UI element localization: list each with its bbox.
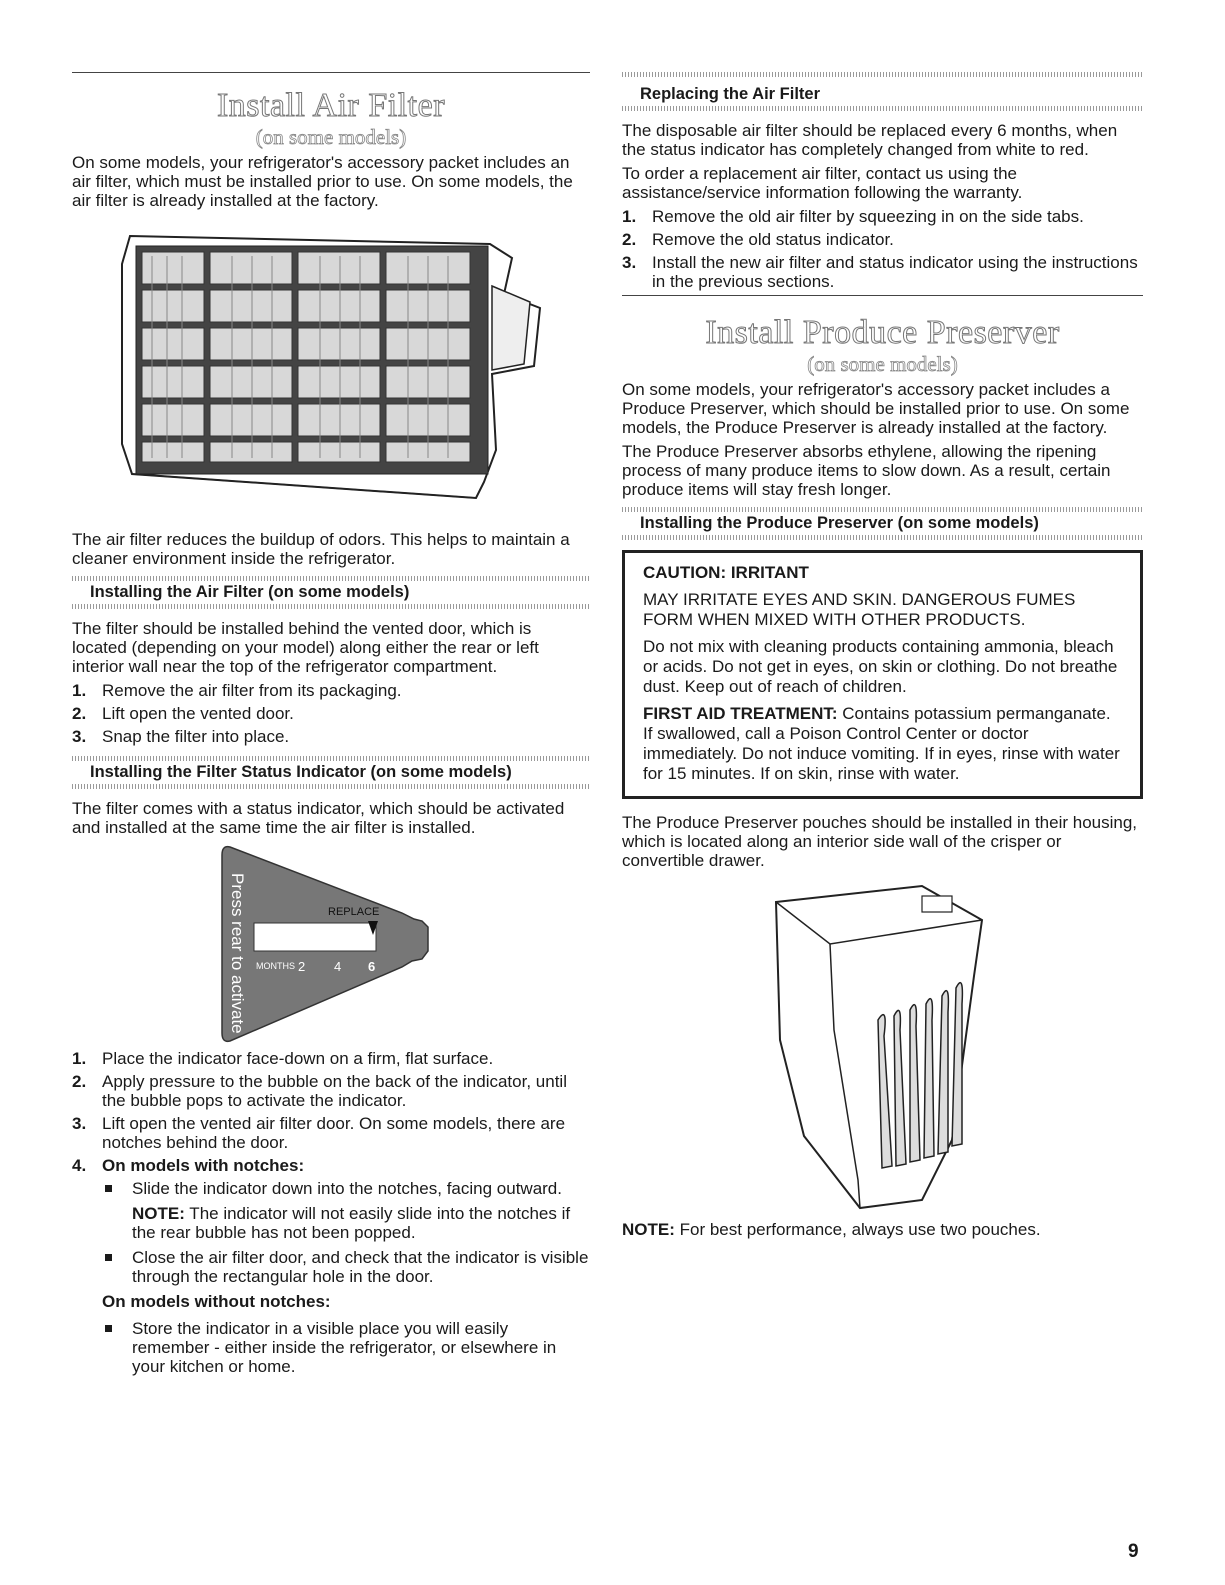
section-rule: [622, 295, 1143, 296]
intro-paragraph: On some models, your refrigerator's accessory packet includes an air filter, which must be installed prior to use. On some models, the air filter is already installed at the factory.: [72, 153, 573, 210]
list-item: 3. Install the new air filter and status indicator using the instructions in the previous sections.: [622, 253, 1138, 291]
month-2: 2: [298, 959, 306, 974]
produce-note: NOTE: For best performance, always use two pouches.: [622, 1220, 1041, 1239]
notches-note: NOTE: The indicator will not easily slide into the notches if the rear bubble has not been popped.: [132, 1204, 571, 1242]
caution-box: [622, 550, 1143, 799]
without-notches-list: [72, 1319, 590, 1376]
air-filter-illustration: [72, 224, 590, 516]
replacing-text-2: To order a replacement air filter, contact us using the assistance/service information following the warranty.: [622, 164, 1023, 202]
produce-text-1: On some models, your refrigerator's accessory packet includes a Produce Preserver, which should be installed prior to use. On some models, the Produce Preserver is already installed at the factory.: [622, 380, 1130, 437]
produce-subtitle: (on some models): [807, 352, 958, 376]
replace-label: REPLACE: [328, 906, 380, 918]
list-item: 4. On models with notches:: [72, 1156, 305, 1175]
right-column: [622, 0, 1143, 1244]
caution-warning: MAY IRRITATE EYES AND SKIN. DANGEROUS FUMES FORM WHEN MIXED WITH OTHER PRODUCTS.: [643, 590, 1076, 629]
status-indicator-illustration: [72, 843, 590, 1043]
replacing-steps: [622, 207, 1143, 291]
divider: [622, 535, 1143, 540]
status-indicator-heading: Installing the Filter Status Indicator (on some models): [90, 763, 512, 781]
list-item: 2. Apply pressure to the bubble on the back of the indicator, until the bubble pops to activate the indicator.: [72, 1072, 567, 1110]
first-aid: FIRST AID TREATMENT: Contains potassium permanganate. If swallowed, call a Poison Control Center or doctor immediately. Do not induce vomiting. If in eyes, rinse with water for 15 minutes. If on skin, rinse with water.: [643, 704, 1120, 783]
list-item: Close the air filter door, and check that the indicator is visible through the rectangular hole in the door.: [102, 1248, 590, 1286]
install-filter-steps: [72, 681, 590, 746]
month-4: 4: [334, 959, 342, 974]
with-notches-list-2: [72, 1248, 590, 1286]
caution-title: CAUTION: IRRITANT: [643, 563, 809, 582]
replacing-heading: Replacing the Air Filter: [640, 85, 821, 103]
list-item: 1. Remove the old air filter by squeezing in on the side tabs.: [622, 207, 1084, 226]
list-item: 2. Remove the old status indicator.: [622, 230, 894, 249]
list-item: 3. Snap the filter into place.: [72, 727, 290, 746]
section-title: Install Air Filter: [216, 87, 446, 124]
produce-preserver-illustration: [622, 880, 1143, 1210]
list-item: 2. Lift open the vented door.: [72, 704, 294, 723]
install-produce-heading: Installing the Produce Preserver (on some models): [640, 514, 1039, 532]
month-6: 6: [368, 959, 376, 974]
status-indicator-text: The filter comes with a status indicator, which should be activated and installed at the same time the air filter is installed.: [72, 799, 565, 837]
list-item: Store the indicator in a visible place you will easily remember - either inside the refrigerator, or elsewhere in your kitchen or home.: [102, 1319, 590, 1376]
install-filter-heading: Installing the Air Filter (on some models): [90, 583, 410, 601]
left-column: [72, 0, 590, 1382]
produce-text-3: The Produce Preserver pouches should be installed in their housing, which is located along an interior side wall of the crisper or convertible drawer.: [622, 813, 1138, 870]
without-notches-heading: On models without notches:: [102, 1292, 331, 1311]
page-number: 9: [1128, 1541, 1139, 1562]
produce-text-2: The Produce Preserver absorbs ethylene, allowing the ripening process of many produce items to slow down. As a result, certain produce items will stay fresh longer.: [622, 442, 1111, 499]
section-subtitle: (on some models): [255, 125, 407, 149]
caution-text: Do not mix with cleaning products containing ammonia, bleach or acids. Do not get in eyes, on skin or clothing. Do not breathe dust. Keep out of reach of children.: [643, 637, 1118, 696]
odor-paragraph: The air filter reduces the buildup of odors. This helps to maintain a cleaner environment inside the refrigerator.: [72, 530, 570, 568]
list-item: 3. Lift open the vented air filter door. On some models, there are notches behind the door.: [72, 1114, 566, 1152]
produce-title: Install Produce Preserver: [705, 314, 1060, 351]
top-rule: [72, 72, 590, 73]
list-item: 1. Place the indicator face-down on a firm, flat surface.: [72, 1049, 494, 1068]
list-item: Slide the indicator down into the notches, facing outward.: [102, 1179, 590, 1198]
divider: [72, 784, 590, 789]
status-indicator-steps: [72, 1049, 590, 1175]
with-notches-list: [72, 1179, 590, 1198]
filter-grid: [142, 252, 470, 462]
months-label: MONTHS: [256, 961, 295, 971]
divider: [72, 604, 590, 609]
replacing-text-1: The disposable air filter should be replaced every 6 months, when the status indicator has completely changed from white to red.: [622, 121, 1118, 159]
divider: [622, 106, 1143, 111]
list-item: 1. Remove the air filter from its packaging.: [72, 681, 402, 700]
install-filter-text: The filter should be installed behind the vented door, which is located (depending on your model) along either the rear or left interior wall near the top of the refrigerator compartment.: [72, 619, 539, 676]
side-text: Press rear to activate: [228, 873, 247, 1034]
